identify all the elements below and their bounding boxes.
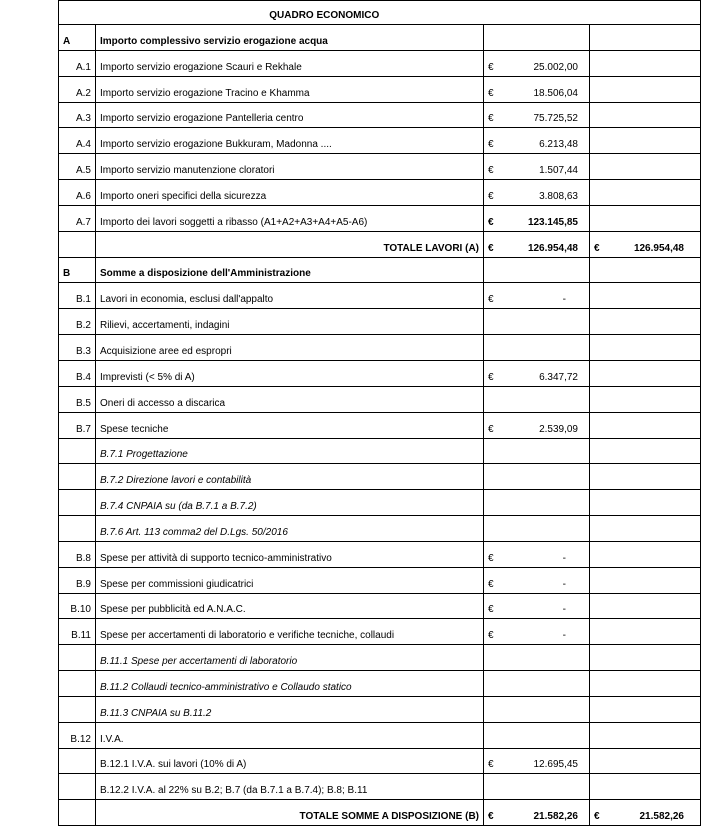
row-total-cell <box>590 490 701 516</box>
row-label: Imprevisti (< 5% di A) <box>96 360 484 386</box>
row-total-cell <box>590 619 701 645</box>
amount-cell <box>484 231 590 257</box>
row-b-item <box>59 516 701 542</box>
row-a-1 <box>59 50 701 76</box>
amount-cell <box>484 128 590 154</box>
row-label: Importo servizio erogazione Tracino e Khamma <box>96 76 484 102</box>
row-label: Importo oneri specifici della sicurezza <box>96 180 484 206</box>
row-label: Acquisizione aree ed espropri <box>96 335 484 361</box>
row-code: B.2 <box>59 309 96 335</box>
row-code: A.4 <box>59 128 96 154</box>
section-a-code: A <box>59 25 96 51</box>
amount-value: 126.954,48 <box>527 242 578 254</box>
row-code: A.6 <box>59 180 96 206</box>
currency-symbol: € <box>488 242 494 254</box>
amount-cell <box>484 800 590 826</box>
amount-cell <box>484 335 590 361</box>
currency-symbol: € <box>488 604 494 616</box>
row-label: B.11.3 CNPAIA su B.11.2 <box>96 696 484 722</box>
amount-cell <box>484 567 590 593</box>
currency-symbol: € <box>488 61 494 73</box>
total-label: TOTALE SOMME A DISPOSIZIONE (B) <box>96 800 484 826</box>
row-code <box>59 774 96 800</box>
row-b-item <box>59 619 701 645</box>
row-b-item <box>59 360 701 386</box>
total-lavori-row <box>59 231 701 257</box>
amount-cell <box>484 541 590 567</box>
row-code: B.8 <box>59 541 96 567</box>
row-total-cell <box>590 154 701 180</box>
row-total-cell <box>590 309 701 335</box>
row-total-cell <box>590 645 701 671</box>
row-b-item <box>59 722 701 748</box>
amount-cell <box>484 180 590 206</box>
quadro-economico-table <box>58 0 701 826</box>
row-total-cell <box>590 360 701 386</box>
currency-symbol: € <box>488 578 494 590</box>
amount-value: 2.539,09 <box>539 423 578 435</box>
section-a-row <box>59 25 701 51</box>
row-label: Importo servizio erogazione Bukkuram, Madonna .... <box>96 128 484 154</box>
amount-cell <box>484 76 590 102</box>
row-label: B.7.6 Art. 113 comma2 del D.Lgs. 50/2016 <box>96 516 484 542</box>
row-label: Spese per pubblicità ed A.N.A.C. <box>96 593 484 619</box>
row-code <box>59 748 96 774</box>
currency-symbol: € <box>488 811 494 823</box>
row-total-cell <box>590 748 701 774</box>
row-total-cell <box>590 696 701 722</box>
row-code <box>59 490 96 516</box>
currency-symbol: € <box>488 759 494 771</box>
amount-value: - <box>562 552 566 564</box>
row-total-cell <box>590 774 701 800</box>
row-b-item <box>59 593 701 619</box>
row-label: Oneri di accesso a discarica <box>96 386 484 412</box>
row-total-cell <box>590 180 701 206</box>
row-total-cell <box>590 386 701 412</box>
row-b-item <box>59 567 701 593</box>
row-label: Lavori in economia, esclusi dall'appalto <box>96 283 484 309</box>
row-a-2 <box>59 76 701 102</box>
row-a-4 <box>59 128 701 154</box>
amount-value: 18.506,04 <box>533 87 578 99</box>
amount-cell <box>590 231 701 257</box>
currency-symbol: € <box>488 190 494 202</box>
row-code: B.9 <box>59 567 96 593</box>
row-label: B.12.1 I.V.A. sui lavori (10% di A) <box>96 748 484 774</box>
row-code: B.4 <box>59 360 96 386</box>
currency-symbol: € <box>488 552 494 564</box>
row-label: I.V.A. <box>96 722 484 748</box>
amount-value: 21.582,26 <box>533 811 578 823</box>
currency-symbol: € <box>488 371 494 383</box>
row-b-item <box>59 335 701 361</box>
row-total-cell <box>590 50 701 76</box>
row-code: A.2 <box>59 76 96 102</box>
row-a-6 <box>59 180 701 206</box>
row-b-item <box>59 438 701 464</box>
row-label: B.12.2 I.V.A. al 22% su B.2; B.7 (da B.7.1 a B.7.4); B.8; B.11 <box>96 774 484 800</box>
amount-cell <box>484 102 590 128</box>
amount-value: 123.145,85 <box>527 216 578 228</box>
row-total-cell <box>590 438 701 464</box>
amount-value: 6.347,72 <box>539 371 578 383</box>
row-b-item <box>59 490 701 516</box>
row-label: B.7.2 Direzione lavori e contabilità <box>96 464 484 490</box>
row-total-cell <box>590 205 701 231</box>
row-label: B.11.1 Spese per accertamenti di laboratorio <box>96 645 484 671</box>
currency-symbol: € <box>594 242 600 254</box>
row-b-item <box>59 464 701 490</box>
amount-cell <box>484 774 590 800</box>
amount-cell <box>484 696 590 722</box>
row-total-cell <box>590 722 701 748</box>
row-code <box>59 645 96 671</box>
section-a-label: Importo complessivo servizio erogazione acqua <box>96 25 484 51</box>
row-label: Importo servizio manutenzione cloratori <box>96 154 484 180</box>
row-total-cell <box>590 412 701 438</box>
row-total-cell <box>590 516 701 542</box>
section-b-row <box>59 257 701 283</box>
row-total-cell <box>590 102 701 128</box>
currency-symbol: € <box>488 216 494 228</box>
row-code: B.1 <box>59 283 96 309</box>
title-row <box>59 1 701 25</box>
amount-value: 3.808,63 <box>539 190 578 202</box>
amount-value: - <box>562 578 566 590</box>
row-total-cell <box>590 283 701 309</box>
amount-value: 21.582,26 <box>639 811 684 823</box>
row-label: Importo servizio erogazione Pantelleria centro <box>96 102 484 128</box>
currency-symbol: € <box>488 423 494 435</box>
amount-cell <box>484 154 590 180</box>
amount-cell <box>590 800 701 826</box>
row-label: Importo servizio erogazione Scauri e Rekhale <box>96 50 484 76</box>
row-b-item <box>59 671 701 697</box>
row-total-cell <box>590 76 701 102</box>
amount-cell <box>484 309 590 335</box>
amount-value: 12.695,45 <box>533 759 578 771</box>
row-code <box>59 438 96 464</box>
amount-cell <box>484 619 590 645</box>
currency-symbol: € <box>488 630 494 642</box>
amount-cell <box>484 50 590 76</box>
amount-cell <box>484 645 590 671</box>
row-label: Importo dei lavori soggetti a ribasso (A1+A2+A3+A4+A5-A6) <box>96 205 484 231</box>
amount-cell <box>484 722 590 748</box>
amount-cell <box>484 748 590 774</box>
row-total-cell <box>590 541 701 567</box>
amount-cell <box>484 205 590 231</box>
amount-cell <box>484 671 590 697</box>
amount-cell <box>484 464 590 490</box>
row-b-item <box>59 645 701 671</box>
section-b-label: Somme a disposizione dell'Amministrazione <box>96 257 484 283</box>
amount-cell <box>484 516 590 542</box>
row-label: B.7.1 Progettazione <box>96 438 484 464</box>
table-title: QUADRO ECONOMICO <box>59 1 590 25</box>
row-code: B.10 <box>59 593 96 619</box>
amount-value: 6.213,48 <box>539 139 578 151</box>
row-b-item <box>59 309 701 335</box>
row-code: B.5 <box>59 386 96 412</box>
row-b-item <box>59 386 701 412</box>
row-code: A.7 <box>59 205 96 231</box>
row-a-7 <box>59 205 701 231</box>
row-code <box>59 516 96 542</box>
row-label: B.7.4 CNPAIA su (da B.7.1 a B.7.2) <box>96 490 484 516</box>
row-total-cell <box>590 593 701 619</box>
row-b-item <box>59 412 701 438</box>
amount-value: 75.725,52 <box>533 113 578 125</box>
amount-value: - <box>562 604 566 616</box>
currency-symbol: € <box>594 811 600 823</box>
amount-value: 25.002,00 <box>533 61 578 73</box>
currency-symbol: € <box>488 139 494 151</box>
amount-cell <box>484 412 590 438</box>
amount-value: - <box>562 630 566 642</box>
row-code: B.11 <box>59 619 96 645</box>
row-a-3 <box>59 102 701 128</box>
row-label: Spese per accertamenti di laboratorio e verifiche tecniche, collaudi <box>96 619 484 645</box>
row-label: B.11.2 Collaudi tecnico-amministrativo e Collaudo statico <box>96 671 484 697</box>
row-label: Spese per commissioni giudicatrici <box>96 567 484 593</box>
currency-symbol: € <box>488 113 494 125</box>
currency-symbol: € <box>488 165 494 177</box>
row-total-cell <box>590 335 701 361</box>
row-label: Rilievi, accertamenti, indagini <box>96 309 484 335</box>
quadro-economico-sheet <box>58 0 700 826</box>
row-code <box>59 696 96 722</box>
row-total-cell <box>590 671 701 697</box>
amount-value: - <box>562 294 566 306</box>
row-total-cell <box>590 464 701 490</box>
amount-cell <box>484 360 590 386</box>
row-b-item <box>59 541 701 567</box>
row-label: Spese tecniche <box>96 412 484 438</box>
total-label: TOTALE LAVORI (A) <box>96 231 484 257</box>
section-b-code: B <box>59 257 96 283</box>
row-code: B.12 <box>59 722 96 748</box>
row-b-item <box>59 283 701 309</box>
amount-cell <box>484 490 590 516</box>
row-b-item <box>59 748 701 774</box>
row-code: A.1 <box>59 50 96 76</box>
row-label: Spese per attività di supporto tecnico-amministrativo <box>96 541 484 567</box>
amount-value: 126.954,48 <box>633 242 684 254</box>
amount-cell <box>484 593 590 619</box>
row-total-cell <box>590 567 701 593</box>
amount-cell <box>484 386 590 412</box>
total-somme-row <box>59 800 701 826</box>
row-code: A.5 <box>59 154 96 180</box>
row-b-item <box>59 696 701 722</box>
amount-cell <box>484 283 590 309</box>
row-code <box>59 464 96 490</box>
amount-value: 1.507,44 <box>539 165 578 177</box>
row-b-item <box>59 774 701 800</box>
row-code: B.7 <box>59 412 96 438</box>
amount-cell <box>484 438 590 464</box>
currency-symbol: € <box>488 294 494 306</box>
currency-symbol: € <box>488 87 494 99</box>
row-total-cell <box>590 128 701 154</box>
row-code: B.3 <box>59 335 96 361</box>
row-code: A.3 <box>59 102 96 128</box>
row-a-5 <box>59 154 701 180</box>
row-code <box>59 671 96 697</box>
